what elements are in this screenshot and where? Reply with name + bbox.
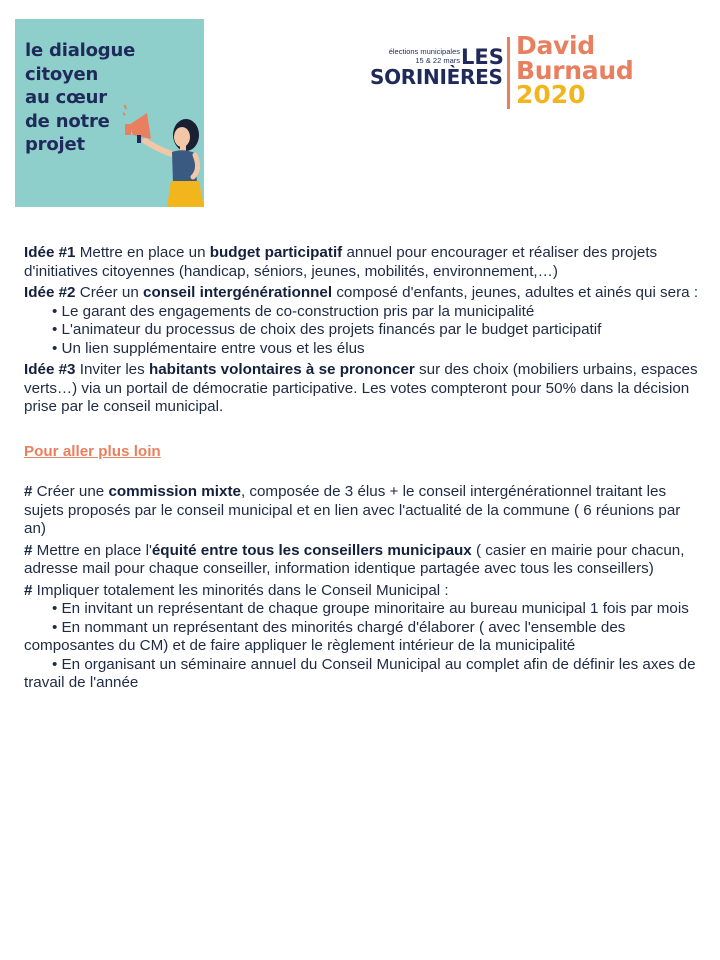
further-item-2	[24, 542, 699, 579]
list-item: • L'animateur du processus de choix des projets financés par le budget participatif	[52, 321, 602, 338]
banner-line: projet	[25, 134, 85, 155]
idea-text: Mettre en place un	[75, 244, 210, 261]
logo-small-line: élections municipales	[388, 47, 460, 56]
item-highlight: commission mixte	[108, 483, 241, 500]
idea-label: Idée #2	[24, 284, 76, 301]
logo-first-name: David	[516, 31, 595, 60]
logo-last-name: Burnaud	[516, 56, 634, 85]
hash-marker: #	[24, 541, 33, 559]
further-item-1	[24, 483, 699, 539]
idea-2	[24, 284, 699, 303]
program-content	[24, 244, 699, 693]
megaphone-icon	[123, 105, 151, 143]
logo-town: SORINIÈRES	[370, 65, 503, 89]
list-item: • En invitant un représentant de chaque groupe minoritaire au bureau municipal 1 fois par mois	[52, 600, 689, 617]
idea-label: Idée #3	[24, 361, 76, 378]
banner-line: de notre	[25, 110, 110, 132]
item-text: , composée de 3 élus + le conseil intergénérationnel traitant les sujets proposés par le conseil municipal et en lien avec l'actualité de la commune ( 6 réunions par an)	[24, 483, 681, 537]
banner-line: le dialogue	[25, 40, 136, 61]
idea-1	[24, 244, 699, 281]
item-text: ( casier en mairie pour chacun, adresse mail pour chaque conseiller, information identique partagée avec tous les conseillers)	[24, 541, 685, 577]
idea-3	[24, 361, 699, 417]
idea-text: composé d'enfants, jeunes, adultes et ainés qui sera :	[332, 284, 699, 301]
woman-megaphone-illustration	[123, 105, 204, 207]
idea-label: Idée #1	[24, 244, 76, 261]
item-text: Impliquer totalement les minorités dans le Conseil Municipal :	[32, 581, 449, 599]
idea-highlight: budget participatif	[209, 244, 343, 261]
banner-line: au cœur	[25, 87, 107, 108]
idea-text: annuel pour encourager et réaliser des projets d'initiatives citoyennes (handicap, séniors, jeunes, mobilités, environnement,…)	[24, 244, 658, 280]
logo-election-info	[376, 47, 460, 65]
idea-highlight: habitants volontaires à se prononcer	[148, 361, 415, 378]
list-item: • En organisant un séminaire annuel du Conseil Municipal au complet afin de définir les axes de travail de l'année	[24, 655, 696, 691]
campaign-banner	[15, 19, 204, 207]
item-text: Mettre en place l'	[32, 541, 152, 559]
logo-small-line: 15 & 22 mars	[415, 56, 460, 65]
banner-line: citoyen	[25, 63, 99, 85]
idea-text: Créer un	[75, 284, 144, 301]
idea-text: Inviter les	[75, 361, 149, 378]
further-heading: Pour aller plus loin	[24, 442, 161, 460]
logo-divider	[507, 37, 510, 109]
logo-year: 2020	[516, 80, 586, 109]
idea-text: sur des choix (mobiliers urbains, espaces verts…) via un portail de démocratie participative. Les votes compteront pour 50% dans la décision prise par le conseil municipal.	[24, 361, 698, 415]
hash-marker: #	[24, 483, 33, 500]
list-item: • En nommant un représentant des minorités chargé d'élaborer ( avec l'ensemble des composantes du CM) et de faire appliquer le règlement intérieur de la municipalité	[24, 618, 626, 654]
campaign-logo	[362, 33, 662, 113]
item-text: Créer une	[32, 483, 109, 500]
logo-les: LES	[461, 45, 504, 69]
list-item: • Le garant des engagements de co-construction pris par la municipalité	[52, 302, 535, 320]
idea-highlight: conseil intergénérationnel	[143, 284, 333, 301]
list-item: • Un lien supplémentaire entre vous et les élus	[52, 339, 365, 357]
hash-marker: #	[24, 581, 33, 599]
item-highlight: équité entre tous les conseillers municipaux	[151, 541, 472, 559]
further-item-3	[24, 582, 699, 601]
